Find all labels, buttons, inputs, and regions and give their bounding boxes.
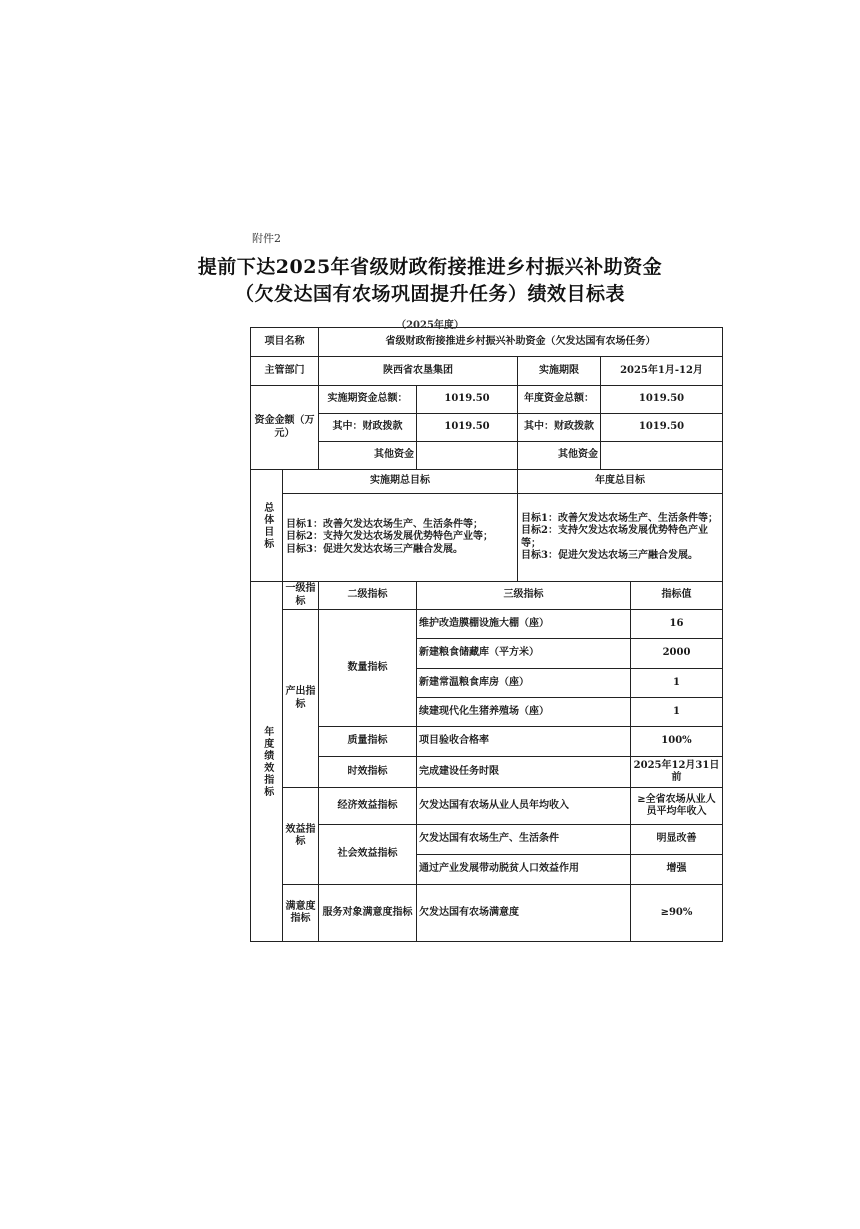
indicator-value: 明显改善 [631,825,723,855]
indicator-value: 1 [631,698,723,727]
social-indicator-label: 社会效益指标 [319,825,417,885]
funds-annual-fiscal-label: 其中：财政拨款 [518,414,601,442]
project-name-value: 省级财政衔接推进乡村振兴补助资金（欠发达国有农场任务） [319,328,723,357]
indicator-name: 新建粮食储藏库（平方米） [417,639,631,669]
funds-annual-value: 1019.50 [601,386,723,414]
period-label: 实施期限 [518,357,601,386]
time-indicator-label: 时效指标 [319,757,417,788]
funds-annual-label: 年度资金总额： [518,386,601,414]
col-level2-header: 二级指标 [319,582,417,610]
period-goal-2: 目标2：支持欠发达农场发展优势特色产业等； [286,531,493,543]
annual-goal-3: 目标3：促进欠发达农场三产融合发展。 [521,550,698,561]
indicator-value: 2025年12月31日前 [631,757,723,788]
funds-fiscal-value: 1019.50 [417,414,518,442]
col-level1-header: 一级指标 [283,582,319,610]
annual-goal-header: 年度总目标 [518,470,723,494]
quantity-indicator-label: 数量指标 [319,610,417,727]
document-title-line1: 提前下达2025年省级财政衔接推进乡村振兴补助资金 [197,256,663,278]
indicator-name: 续建现代化生猪养殖场（座） [417,698,631,727]
period-goal-3: 目标3：促进欠发达农场三产融合发展。 [286,543,463,555]
annual-goals [518,494,723,582]
annual-goal-2: 目标2：支持欠发达农场发展优势特色产业等； [521,525,708,549]
document-title-line2: （欠发达国有农场巩固提升任务）绩效目标表 [234,283,625,305]
funds-other-label: 其他资金 [319,442,417,470]
attachment-label: 附件2 [252,232,281,245]
period-goal-header: 实施期总目标 [283,470,518,494]
period-value: 2025年1月-12月 [601,357,723,386]
funds-other-value [417,442,518,470]
funds-fiscal-label: 其中：财政拨款 [319,414,417,442]
overall-goals-label: 总体目标 [261,501,273,550]
indicator-value: 增强 [631,855,723,885]
department-value: 陕西省农垦集团 [319,357,518,386]
indicator-name: 项目验收合格率 [417,727,631,757]
funds-total-value: 1019.50 [417,386,518,414]
indicator-name: 通过产业发展带动脱贫人口效益作用 [417,855,631,885]
output-indicator-label: 产出指标 [283,610,319,788]
funds-label: 资金金额（万元） [251,386,319,470]
col-value-header: 指标值 [631,582,723,610]
funds-total-label: 实施期资金总额： [319,386,417,414]
indicator-value: ≥90% [631,885,723,942]
department-label: 主管部门 [251,357,319,386]
indicator-name: 欠发达国有农场满意度 [417,885,631,942]
funds-annual-other-value [601,442,723,470]
indicator-value: 1 [631,669,723,698]
indicator-name: 维护改造膜棚设施大棚（座） [417,610,631,639]
indicator-value: 100% [631,727,723,757]
project-name-label: 项目名称 [251,328,319,357]
indicator-value: 16 [631,610,723,639]
quality-indicator-label: 质量指标 [319,727,417,757]
satisfaction-indicator-label: 满意度指标 [283,885,319,942]
benefit-indicator-label: 效益指标 [283,788,319,885]
annual-goal-1: 目标1：改善欠发达农场生产、生活条件等； [521,512,718,524]
annual-indicators-label: 年度绩效指标 [261,725,273,798]
annual-indicators-label-cell [251,582,283,942]
economic-indicator-label: 经济效益指标 [319,788,417,825]
year-label: （2025年度） [396,320,464,331]
funds-annual-fiscal-value: 1019.50 [601,414,723,442]
overall-goals-label-cell [251,470,283,582]
col-level3-header: 三级指标 [417,582,631,610]
service-satisfaction-label: 服务对象满意度指标 [319,885,417,942]
indicator-value: ≥全省农场从业人员平均年收入 [631,788,723,825]
indicator-name: 完成建设任务时限 [417,757,631,788]
funds-annual-other-label: 其他资金 [518,442,601,470]
indicator-value: 2000 [631,639,723,669]
period-goal-1: 目标1：改善欠发达农场生产、生活条件等； [286,518,483,530]
indicator-name: 新建常温粮食库房（座） [417,669,631,698]
indicator-name: 欠发达国有农场生产、生活条件 [417,825,631,855]
performance-table [250,327,723,942]
period-goals [283,494,518,582]
indicator-name: 欠发达国有农场从业人员年均收入 [417,788,631,825]
